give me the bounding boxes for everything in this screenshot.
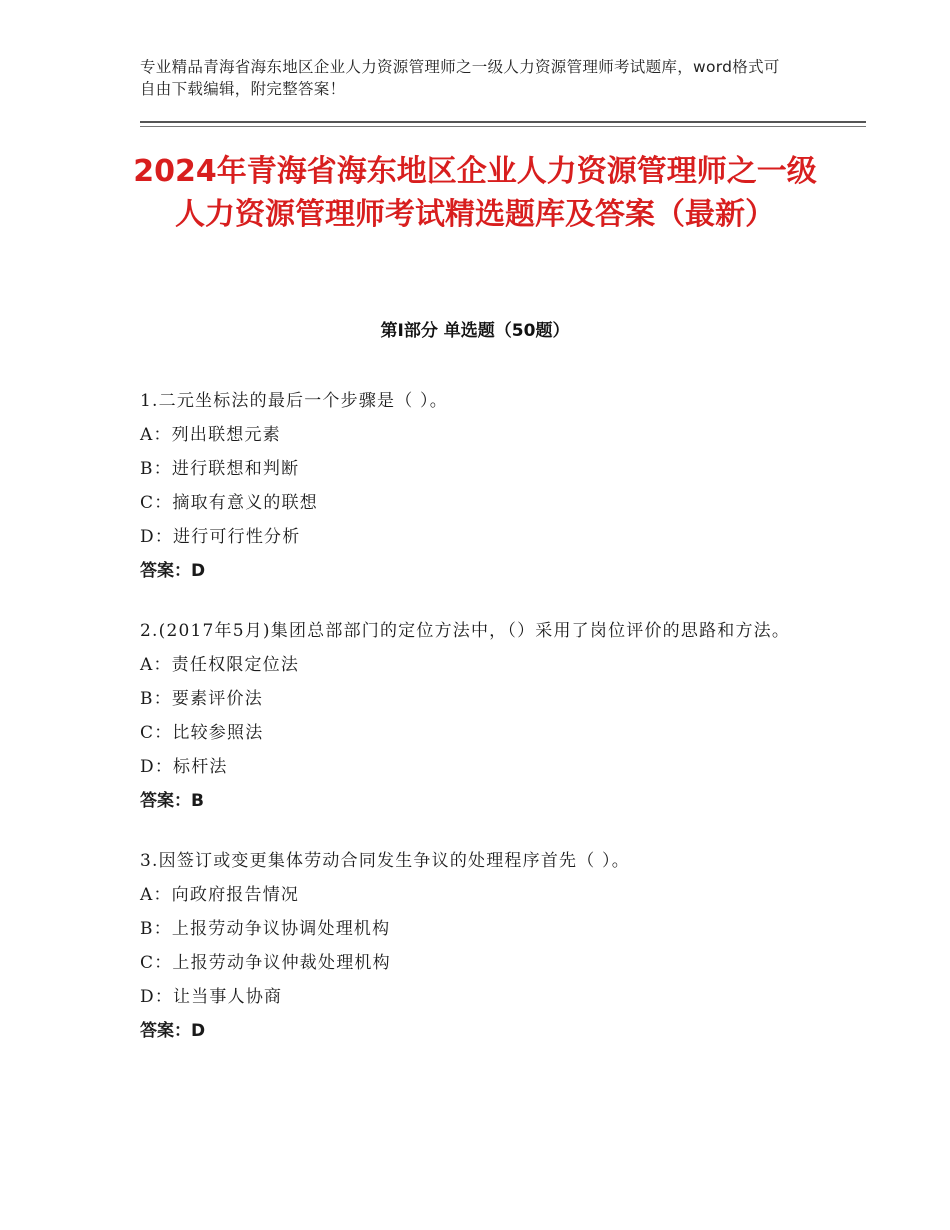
- option-c: C：上报劳动争议仲裁处理机构: [140, 953, 391, 973]
- option-d: D：让当事人协商: [140, 987, 283, 1007]
- option-b: B：要素评价法: [140, 689, 263, 709]
- question-1: [140, 384, 820, 588]
- header-note: 专业精品青海省海东地区企业人力资源管理师之一级人力资源管理师考试题库，word格式可自由下载编辑，附完整答案！: [140, 58, 780, 98]
- section-title: 第Ⅰ部分 单选题（50题）: [380, 321, 570, 341]
- answer: 答案：B: [140, 791, 204, 811]
- question-stem: 2.(2017年5月)集团总部部门的定位方法中，（）采用了岗位评价的思路和方法。: [140, 621, 791, 641]
- question-2: [140, 614, 820, 818]
- option-b: B：进行联想和判断: [140, 459, 300, 479]
- header-divider-thick: [140, 121, 866, 123]
- answer: 答案：D: [140, 561, 206, 581]
- question-3: [140, 844, 820, 1048]
- option-c: C：比较参照法: [140, 723, 264, 743]
- header-divider-thin: [140, 126, 866, 127]
- option-c: C：摘取有意义的联想: [140, 493, 319, 513]
- option-a: A：责任权限定位法: [140, 655, 300, 675]
- option-a: A：向政府报告情况: [140, 885, 300, 905]
- option-a: A：列出联想元素: [140, 425, 281, 445]
- document-title: 2024年青海省海东地区企业人力资源管理师之一级人力资源管理师考试精选题库及答案（最新）: [133, 154, 817, 232]
- option-d: D：标杆法: [140, 757, 228, 777]
- option-d: D：进行可行性分析: [140, 527, 301, 547]
- option-b: B：上报劳动争议协调处理机构: [140, 919, 391, 939]
- answer: 答案：D: [140, 1021, 206, 1041]
- question-stem: 1.二元坐标法的最后一个步骤是（ ）。: [140, 391, 448, 411]
- question-list: [140, 384, 820, 1074]
- question-stem: 3.因签订或变更集体劳动合同发生争议的处理程序首先（ ）。: [140, 851, 630, 871]
